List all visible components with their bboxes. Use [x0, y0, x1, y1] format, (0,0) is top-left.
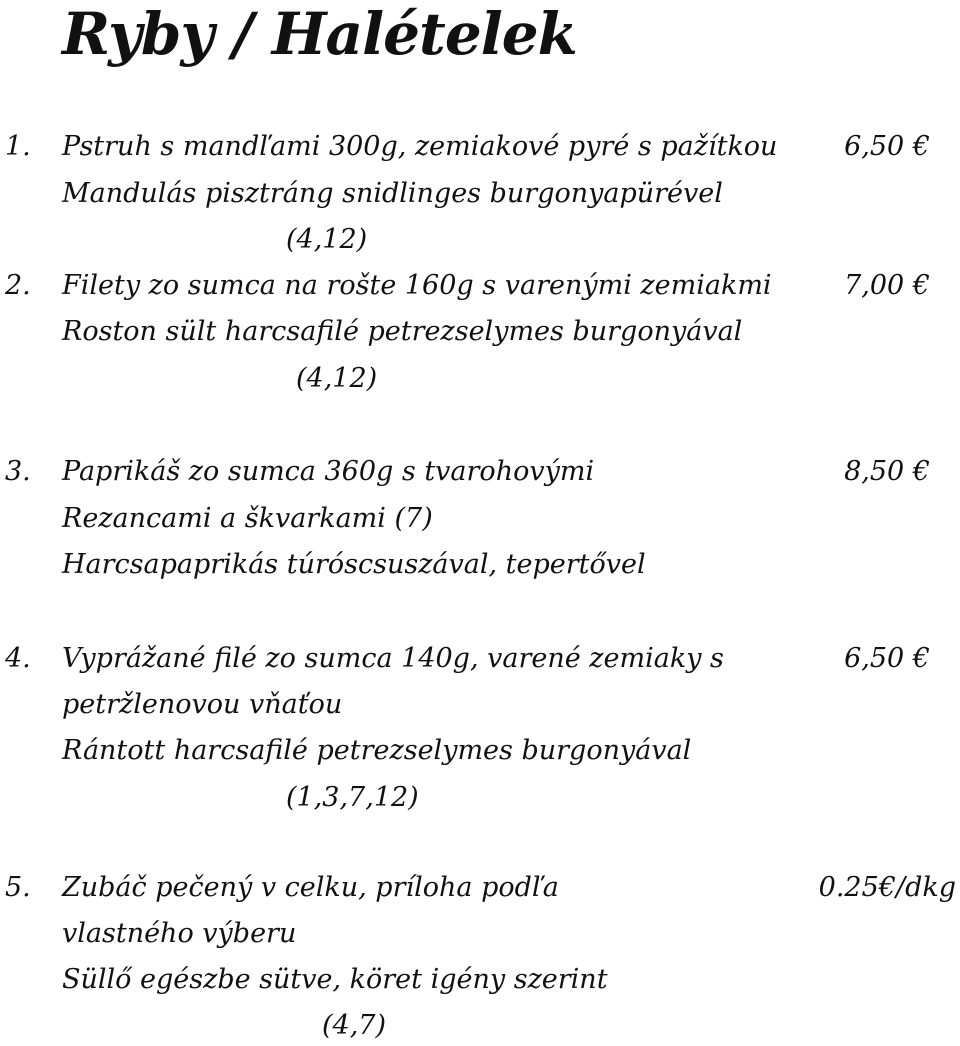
item-name-sk-cont: petržlenovou vňaťou	[62, 689, 343, 720]
item-number: 2.	[5, 270, 31, 301]
item-name-sk: Vyprážané filé zo sumca 140g, varené zemiaky s	[62, 643, 724, 674]
page-title: Ryby / Halételek	[62, 0, 577, 68]
item-name-sk: Pstruh s mandľami 300g, zemiakové pyré s pažítkou	[62, 131, 778, 162]
item-price: 8,50 €	[844, 456, 930, 487]
item-price: 0.25€/dkg	[818, 872, 956, 903]
item-name-hu: Mandulás pisztráng snidlinges burgonyapürével	[62, 178, 723, 209]
item-name-sk: Zubáč pečený v celku, príloha podľa	[62, 872, 559, 903]
item-name-hu: Rántott harcsafilé petrezselymes burgonyával	[62, 735, 692, 766]
item-allergens: (4,7)	[322, 1010, 387, 1041]
item-price: 7,00 €	[844, 270, 930, 301]
item-name-sk-cont: Rezancami a škvarkami (7)	[62, 503, 433, 534]
item-number: 3.	[5, 456, 31, 487]
item-name-hu: Harcsapaprikás túróscsuszával, tepertővel	[62, 549, 646, 580]
item-name-sk-cont: vlastného výberu	[62, 918, 297, 949]
item-allergens: (4,12)	[286, 224, 368, 255]
item-allergens: (4,12)	[296, 363, 378, 394]
item-name-sk: Paprikáš zo sumca 360g s tvarohovými	[62, 456, 595, 487]
item-name-hu: Süllő egészbe sütve, köret igény szerint	[62, 964, 608, 995]
item-price: 6,50 €	[844, 643, 930, 674]
item-number: 1.	[5, 131, 31, 162]
item-number: 5.	[5, 872, 31, 903]
item-allergens: (1,3,7,12)	[286, 782, 419, 813]
item-name-sk: Filety zo sumca na rošte 160g s varenými zemiakmi	[62, 270, 772, 301]
item-price: 6,50 €	[844, 131, 930, 162]
item-name-hu: Roston sült harcsafilé petrezselymes burgonyával	[62, 316, 743, 347]
item-number: 4.	[5, 643, 31, 674]
